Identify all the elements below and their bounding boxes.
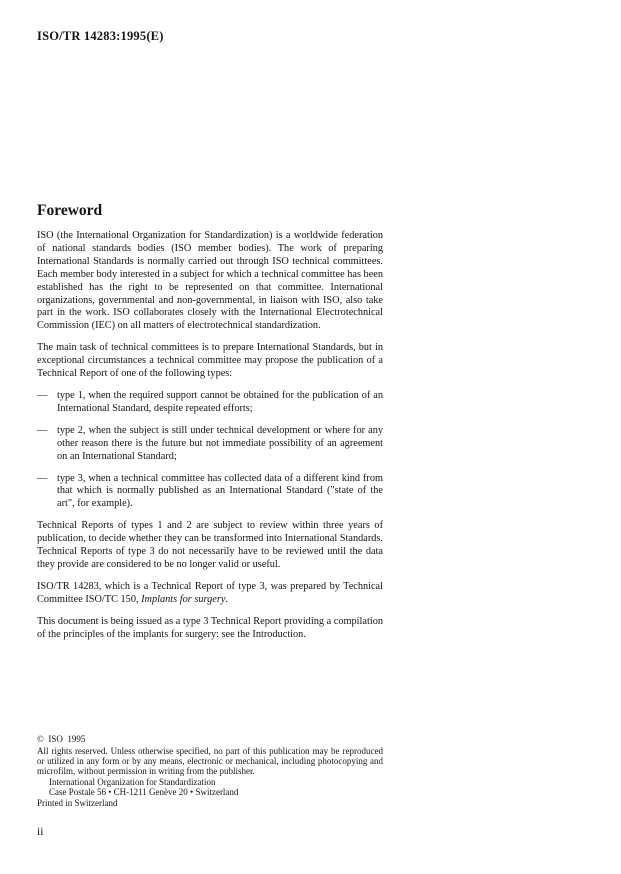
org-name: International Organization for Standardization <box>49 777 216 787</box>
dash-bullet: — <box>37 424 48 436</box>
foreword-paragraph-2: The main task of technical committees is to prepare International Standards, but in exceptional circumstances a technical committee may propose the publication of a Technical Report of one of the following types: <box>37 342 383 380</box>
report-type-1-text: type 1, when the required support cannot be obtained for the publication of an International Standard, despite repeated efforts; <box>57 389 383 414</box>
foreword-paragraph-3: Technical Reports of types 1 and 2 are subject to review within three years of publication, to decide whether they can be transformed into International Standards. Technical Reports of type 3 do not necessarily have to be reviewed until the data they provide are considered to be no longer valid or useful. <box>37 520 383 570</box>
foreword-paragraph-5: This document is being issued as a type 3 Technical Report providing a compilation of the principles of the implants for surgery: see the Introduction. <box>37 615 383 640</box>
list-item <box>37 390 383 416</box>
report-type-2-text: type 2, when the subject is still under technical development or where for any other reason there is the future but not immediate possibility of an agreement on an International Standard; <box>57 424 383 462</box>
report-types-list <box>37 390 383 511</box>
postal-address: Case Postale 56 • CH-1211 Genève 20 • Switzerland <box>49 787 239 797</box>
prepared-by-period: . <box>225 593 228 605</box>
copyright-notice <box>37 734 383 808</box>
foreword-paragraph-4 <box>37 581 383 607</box>
copyright-symbol-icon: © <box>37 734 44 744</box>
list-item <box>37 473 383 512</box>
document-code: ISO/TR 14283:1995(E) <box>37 29 164 43</box>
prepared-by-text: ISO/TR 14283, which is a Technical Report of type 3, was prepared by Technical Committee ISO/TC 150, <box>37 580 383 605</box>
copyright-line <box>37 734 383 744</box>
printed-in: Printed in Switzerland <box>37 798 118 808</box>
report-type-3-text: type 3, when a technical committee has collected data of a different kind from that which is normally published as an International Standard ("state of the art", for example). <box>57 472 383 510</box>
foreword-title: Foreword <box>37 202 103 219</box>
foreword-body <box>37 230 383 650</box>
committee-name: Implants for surgery <box>141 593 226 605</box>
copyright-org: ISO <box>48 734 63 744</box>
page-number: ii <box>37 826 44 838</box>
dash-bullet: — <box>37 472 48 484</box>
rights-statement: All rights reserved. Unless otherwise specified, no part of this publication may be reproduced or utilized in any form or by any means, electronic or mechanical, including photocopying and microfilm, without permission in writing from the publisher. <box>37 746 383 776</box>
list-item <box>37 425 383 464</box>
dash-bullet: — <box>37 389 48 401</box>
foreword-paragraph-1: ISO (the International Organization for Standardization) is a worldwide federation of national standards bodies (ISO member bodies). The work of preparing International Standards is normally carried out through ISO technical committees. Each member body interested in a subject for which a technical committee has been established has the right to be represented on that committee. International organizations, governmental and non-governmental, in liaison with ISO, also take part in the work. ISO collaborates closely with the International Electrotechnical Commission (IEC) on all matters of electrotechnical standardization. <box>37 230 383 332</box>
copyright-year: 1995 <box>67 734 86 744</box>
